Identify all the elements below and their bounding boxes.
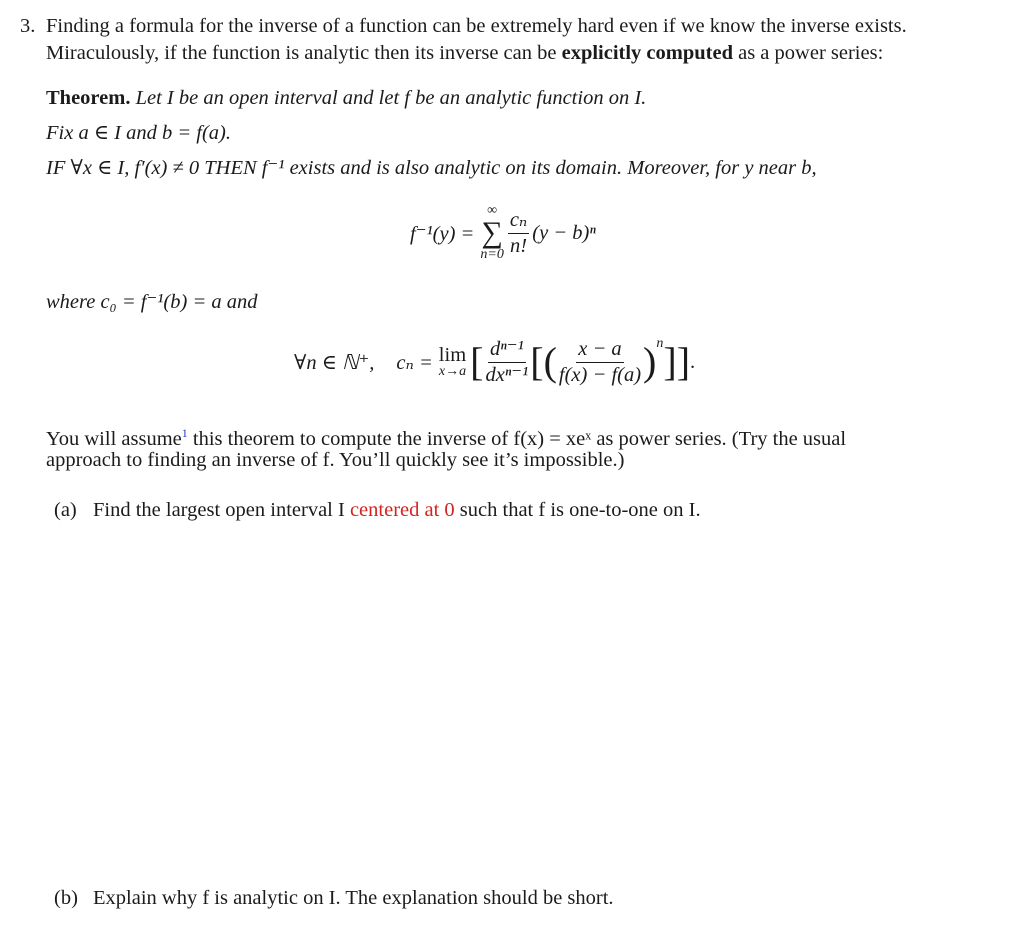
summation: [480, 204, 503, 262]
eq2-cn: cₙ =: [396, 351, 433, 374]
ratio-denominator: f(x) − f(a): [558, 363, 642, 386]
theorem-label: Theorem.: [46, 87, 131, 109]
eq1-fraction: [508, 210, 529, 256]
part-a-text: [93, 498, 701, 522]
sum-lower-limit: n=0: [480, 247, 504, 262]
part-b-label: (b): [54, 887, 78, 909]
intro-line-1: Finding a formula for the inverse of a function can be extremely hard even if we know the inverse exists.: [46, 15, 907, 37]
sum-upper-limit: ∞: [487, 203, 498, 218]
left-paren: (: [543, 339, 557, 384]
assume-text-a: You will assume: [46, 427, 182, 450]
part-a-start: Find the largest open interval I: [93, 499, 350, 521]
right-brackets: ]]: [663, 339, 691, 384]
eq1-left: f⁻¹(y) =: [410, 222, 475, 245]
eq1-frac-numerator: cₙ: [508, 210, 529, 234]
coefficient-equation: [294, 334, 695, 390]
theorem-line-2: Fix a ∈ I and b = f(a).: [46, 122, 232, 144]
part-a-end: such that f is one-to-one on I.: [454, 499, 701, 521]
eq1-right: (y − b)ⁿ: [532, 221, 596, 244]
part-b-text: Explain why f is analytic on I. The explanation should be short.: [93, 887, 614, 909]
where-line: where c₀ = f⁻¹(b) = a and: [46, 291, 258, 313]
theorem-line-3: IF ∀x ∈ I, f′(x) ≠ 0 THEN f⁻¹ exists and is also analytic on its domain. Moreover, for y near b,: [46, 157, 817, 179]
intro-line-2-bold: explicitly computed: [561, 42, 733, 64]
derivative-denominator: dxⁿ⁻¹: [485, 363, 529, 386]
part-a-label: (a): [54, 499, 77, 521]
eq2-forall: ∀n ∈ ℕ⁺,: [294, 351, 375, 374]
eq2-end: .: [690, 350, 696, 373]
assume-line-2: approach to finding an inverse of f. You’ll quickly see it’s impossible.): [46, 449, 625, 471]
right-paren: ): [643, 339, 657, 384]
intro-line-2-start: Miraculously, if the function is analytic then its inverse can be: [46, 42, 562, 64]
derivative-numerator: dⁿ⁻¹: [488, 339, 526, 363]
left-bracket: [: [470, 339, 484, 384]
sum-symbol: ∑: [481, 216, 503, 249]
theorem-line-1: [46, 86, 646, 110]
assume-line-1: [46, 421, 846, 451]
derivative-fraction: [483, 339, 530, 385]
intro-line-2: [46, 41, 883, 65]
lim-text: lim: [438, 343, 467, 366]
eq1-frac-denominator: n!: [510, 234, 528, 257]
lim-subscript: x→a: [438, 364, 467, 380]
footnote-marker[interactable]: 1: [181, 426, 188, 440]
inverse-series-equation: [410, 198, 596, 268]
part-a-highlight: centered at 0: [349, 499, 455, 521]
limit: [439, 345, 466, 380]
inner-bracket: [: [530, 339, 544, 384]
assume-text-b: this theorem to compute the inverse of f(x) = xeˣ as power series. (Try the usual: [187, 427, 847, 450]
ratio-fraction: [557, 339, 643, 385]
intro-line-2-end: as a power series:: [732, 42, 884, 64]
ratio-numerator: x − a: [576, 339, 623, 363]
theorem-line-1-text: Let I be an open interval and let f be an analytic function on I.: [130, 87, 647, 109]
power-n: n: [656, 336, 664, 351]
problem-number: 3.: [20, 15, 36, 37]
